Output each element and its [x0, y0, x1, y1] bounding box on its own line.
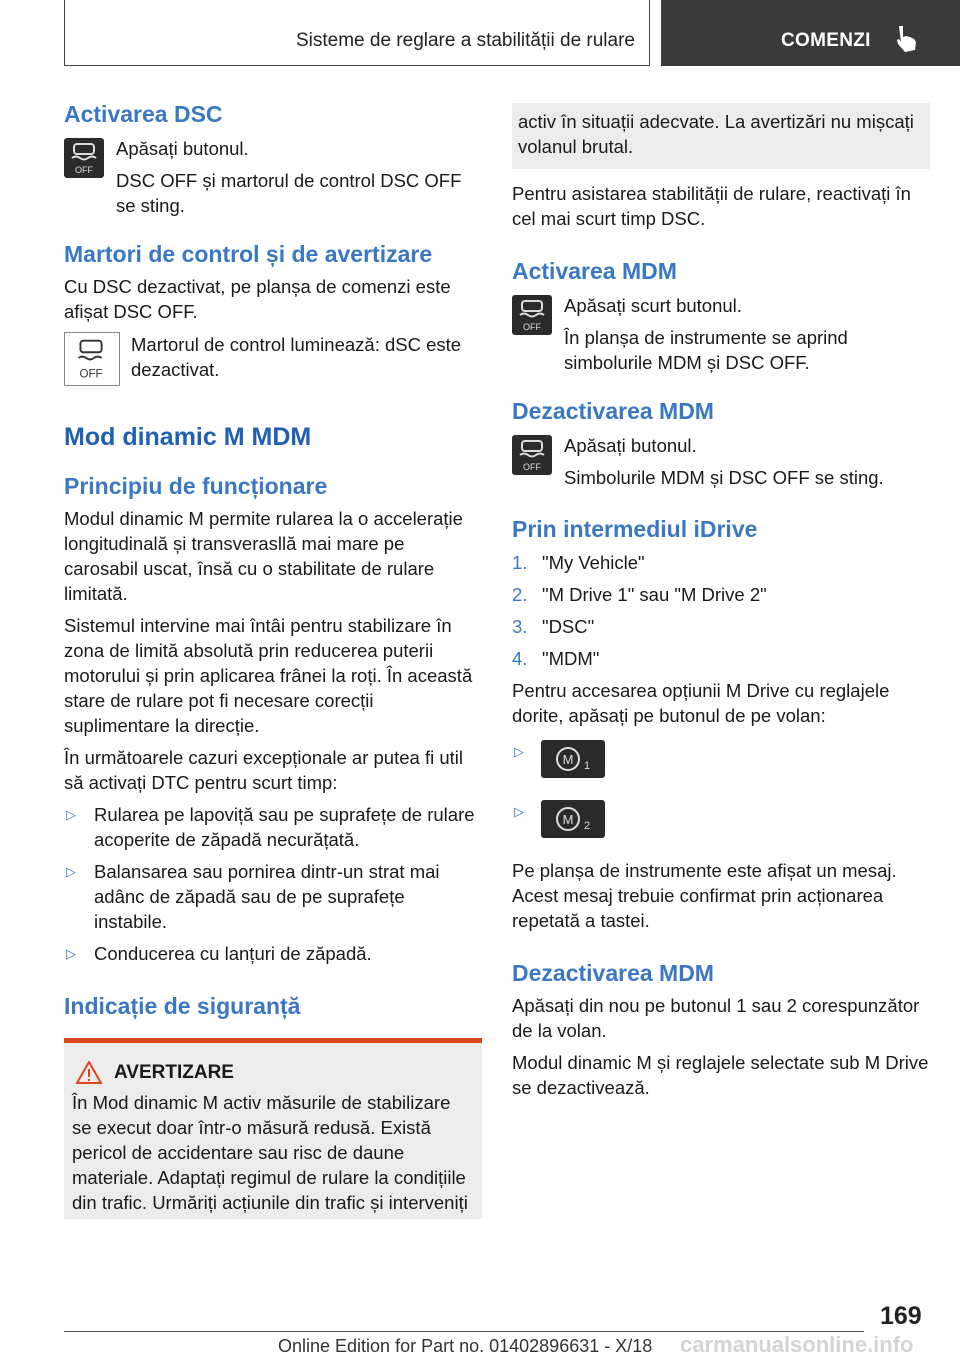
list-item: 4. "MDM" [512, 648, 600, 669]
m1-button-icon [541, 740, 605, 778]
text-principle-1: Modul dinamic M permite rularea la o accelerație longitudinală și transverasllă mai mare pe carosabil uscat, însă cu o stabilitate de rulare limitată. [64, 508, 463, 604]
text-mdm-deactivated: Modul dinamic M și reglajele selectate sub M Drive se dezactivează. [512, 1052, 929, 1098]
text-access-m-drive: Pentru accesarea opțiunii M Drive cu reglajele dorite, apăsați pe butonul de pe volan: [512, 680, 890, 726]
heading-principle: Principiu de funcționare [64, 473, 328, 499]
dsc-off-button-icon [64, 138, 104, 178]
triangle-bullet-icon: ▷ [514, 804, 524, 819]
text-dsc-off-disappears: DSC OFF și martorul de control DSC OFF se sting. [116, 170, 462, 216]
text-indicator-lit: Martorul de control luminează: dSC este dezactivat. [131, 334, 462, 380]
idrive-steps [512, 550, 930, 671]
triangle-bullet-icon: ▷ [66, 946, 76, 961]
warning-label: AVERTIZARE [114, 1061, 234, 1083]
heading-activate-dsc: Activarea DSC [64, 101, 223, 127]
watermark: carmanualsonline.info [680, 1332, 914, 1357]
text-message-displayed: Pe planșa de instrumente este afișat un mesaj. Acest mesaj trebuie confirmat prin acționarea repetată a tastei. [512, 860, 897, 931]
list-item: 3. "DSC" [512, 616, 595, 637]
svg-text:M: M [562, 752, 574, 767]
svg-text:OFF: OFF [523, 322, 541, 332]
heading-warning-lights: Martori de control și de avertizare [64, 241, 433, 267]
right-column [512, 103, 930, 1100]
svg-text:M: M [562, 812, 574, 827]
text-principle-3: În următoarele cazuri excepționale ar putea fi util să activați DTC pentru scurt timp: [64, 747, 463, 793]
pointing-hand-icon [893, 24, 919, 54]
chapter-title: Sisteme de reglare a stabilității de rulare [295, 30, 635, 51]
exception-list [64, 802, 482, 966]
heading-activate-mdm: Activarea MDM [512, 258, 677, 284]
svg-text:OFF: OFF [523, 462, 541, 472]
text-symbols-off: Simbolurile MDM și DSC OFF se sting. [564, 467, 884, 488]
warning-box [64, 1038, 482, 1219]
heading-deactivate-mdm: Dezactivarea MDM [512, 398, 714, 424]
list-item: 1. "My Vehicle" [512, 552, 645, 573]
text-dsc-off-displayed: Cu DSC dezactivat, pe planșa de comenzi este afișat DSC OFF. [64, 276, 451, 322]
warning-text: În Mod dinamic M activ măsurile de stabilizare se execut doar într-o măsură redusă. Există pericol de accidentare sau risc de daune materiale. Adaptați regimul de rulare la condițiile din trafic. Urmăriți acțiunile din trafic și interveniți [72, 1092, 468, 1213]
svg-text:1: 1 [583, 760, 591, 772]
page-number: 169 [880, 1302, 922, 1330]
svg-text:OFF: OFF [75, 165, 93, 175]
heading-mdm: Mod dinamic M MDM [64, 423, 312, 451]
heading-deactivate-mdm-2: Dezactivarea MDM [512, 960, 714, 986]
dsc-button-icon [512, 435, 552, 475]
heading-safety: Indicație de siguranță [64, 993, 301, 1019]
list-item: 2. "M Drive 1" sau "M Drive 2" [512, 584, 767, 605]
dsc-button-icon [512, 295, 552, 335]
m2-button-icon [541, 800, 605, 838]
footer-edition: Online Edition for Part no. 01402896631 - X/18 [278, 1336, 653, 1356]
dsc-off-indicator-icon [64, 332, 120, 386]
warning-box-continued [512, 103, 930, 169]
text-principle-2: Sistemul intervine mai întâi pentru stabilizare în zona de limită absolută prin reducerea puterii motorului și prin aplicarea frânei la roți. În această stare de rulare pot fi necesare corecții suplimentare la direcție. [64, 615, 473, 736]
text-press-button: Apăsați butonul. [564, 435, 697, 456]
text-reactivate: Pentru asistarea stabilității de rulare, reactivați în cel mai scurt timp DSC. [512, 183, 911, 229]
triangle-bullet-icon: ▷ [66, 807, 76, 822]
warning-text-continued: activ în situații adecvate. La avertizări nu mișcați volanul brutal. [518, 111, 914, 157]
list-item: ▷ Conducerea cu lanțuri de zăpadă. [66, 943, 372, 964]
text-press-button: Apăsați butonul. [116, 138, 249, 159]
svg-text:OFF: OFF [79, 368, 103, 381]
heading-idrive: Prin intermediul iDrive [512, 516, 758, 542]
list-item: ▷ Balansarea sau pornirea dintr-un strat mai adânc de zăpadă sau de pe suprafețe instabile. [66, 861, 440, 932]
header-section-tab[interactable] [661, 0, 960, 66]
text-press-again: Apăsați din nou pe butonul 1 sau 2 corespunzător de la volan. [512, 995, 920, 1041]
left-column [64, 100, 482, 1219]
list-item: ▷ Rularea pe lapoviță sau pe suprafețe de rulare acoperite de zăpadă necurățată. [66, 804, 475, 850]
triangle-bullet-icon: ▷ [514, 744, 524, 759]
warning-triangle-icon [76, 1061, 102, 1084]
text-press-short: Apăsați scurt butonul. [564, 295, 742, 316]
triangle-bullet-icon: ▷ [66, 864, 76, 879]
svg-text:2: 2 [583, 820, 591, 832]
text-symbols-lit: În planșa de instrumente se aprind simbolurile MDM și DSC OFF. [564, 327, 848, 373]
section-title: COMENZI [781, 30, 871, 51]
header-chapter-frame [64, 0, 650, 66]
